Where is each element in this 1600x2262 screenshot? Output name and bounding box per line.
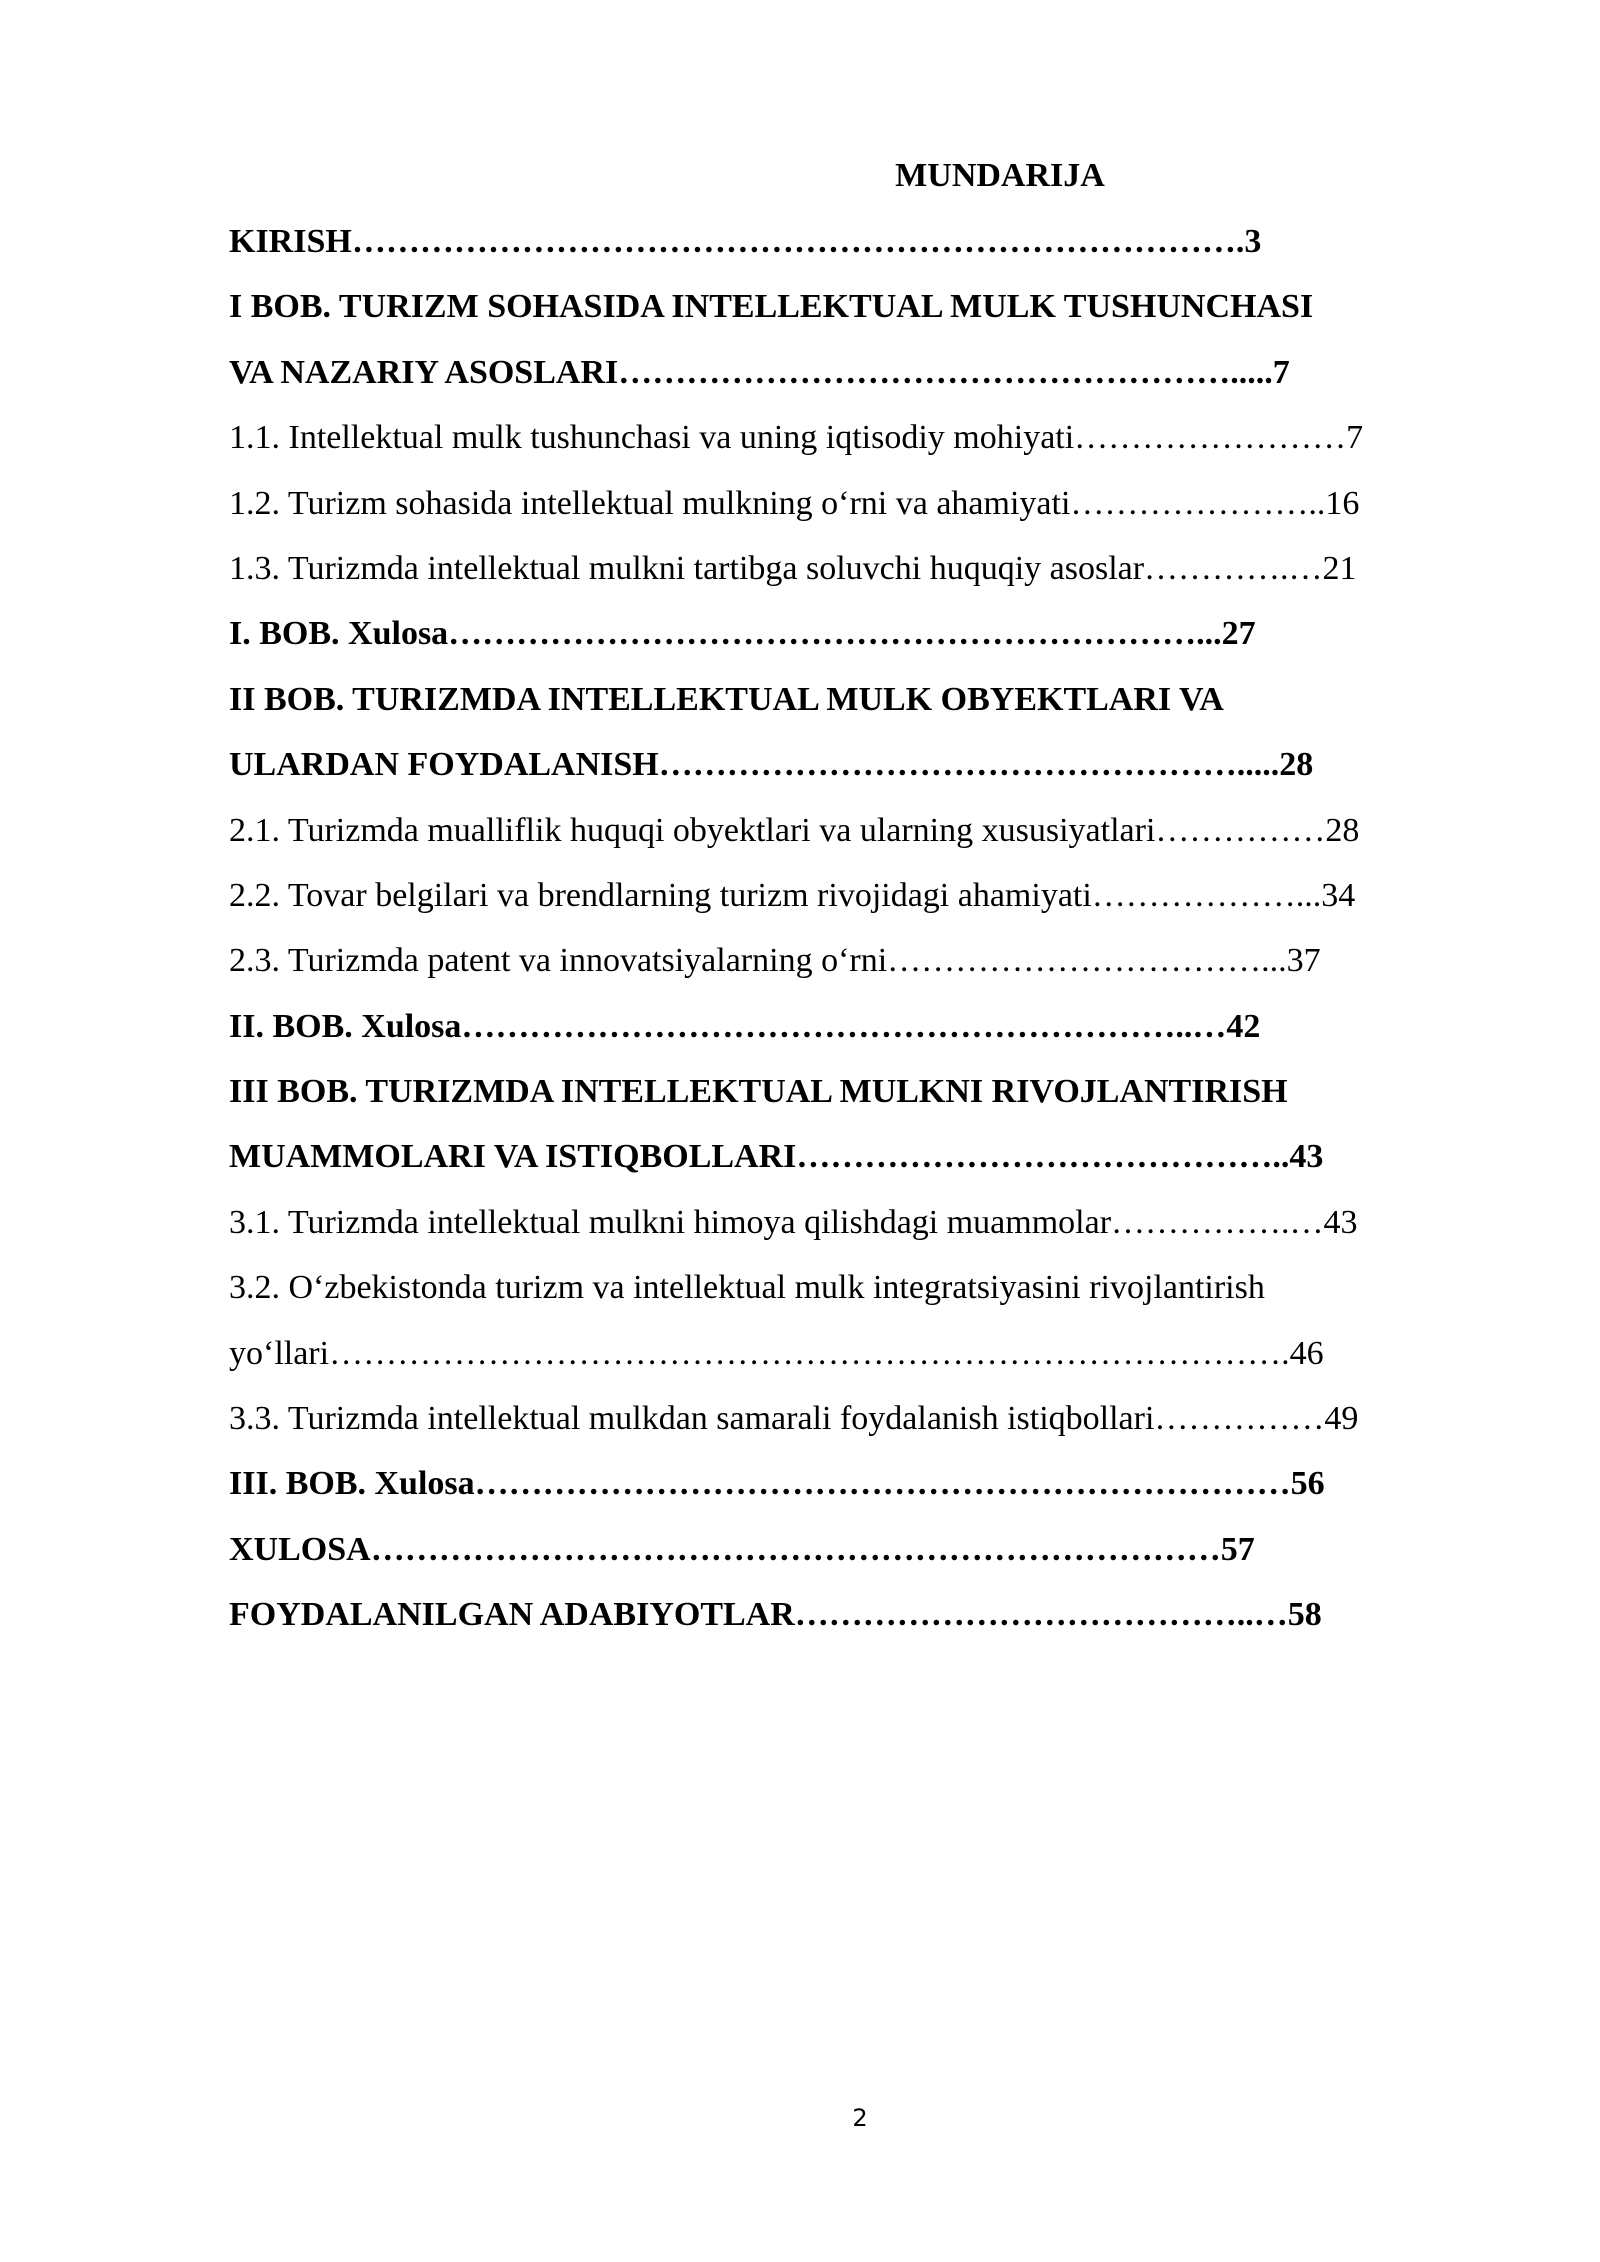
toc-line-chapter-1-title: I BOB. TURIZM SOHASIDA INTELLEKTUAL MULK TUSHUNCHASI — [229, 288, 1314, 326]
toc-line-section-2-1: 2.1. Turizmda mualliflik huquqi obyektlari va ularning xususiyatlari……………28 — [229, 811, 1360, 849]
toc-line-chapter-3-title: III BOB. TURIZMDA INTELLEKTUAL MULKNI RIVOJLANTIRISH — [229, 1073, 1288, 1111]
toc-line-section-1-3: 1.3. Turizmda intellektual mulkni tartibga soluvchi huquqiy asoslar………….…21 — [229, 549, 1357, 587]
toc-line-section-1-2: 1.2. Turizm sohasida intellektual mulkning o‘rni va ahamiyati…………………..16 — [229, 484, 1360, 522]
toc-line-chapter-3-conclusion: III. BOB. Xulosa………………………………………………………………56 — [229, 1465, 1325, 1503]
table-of-contents — [229, 214, 1489, 1653]
toc-line-chapter-2-title: II BOB. TURIZMDA INTELLEKTUAL MULK OBYEKTLARI VA — [229, 680, 1224, 718]
toc-line-chapter-2-conclusion: II. BOB. Xulosa………………………………………………………..…42 — [229, 1007, 1261, 1045]
toc-line-section-3-2-cont: yo‘llari………………………………………………………………………….46 — [229, 1334, 1324, 1372]
toc-line-kirish: KIRISH…………………………………………………………………….3 — [229, 223, 1262, 260]
toc-line-section-2-3: 2.3. Turizmda patent va innovatsiyalarning o‘rni……………………………...37 — [229, 942, 1321, 980]
toc-title: MUNDARIJA — [895, 157, 1105, 194]
toc-line-references: FOYDALANILGAN ADABIYOTLAR…………………………………..…58 — [229, 1596, 1322, 1634]
toc-line-chapter-1-title-cont: VA NAZARIY ASOSLARI……………………………………………….....7 — [229, 353, 1290, 391]
toc-line-section-3-3: 3.3. Turizmda intellektual mulkdan samarali foydalanish istiqbollari……………49 — [229, 1400, 1359, 1438]
toc-line-chapter-3-title-cont: MUAMMOLARI VA ISTIQBOLLARI……………………………………..43 — [229, 1138, 1324, 1176]
toc-line-section-2-2: 2.2. Tovar belgilari va brendlarning turizm rivojidagi ahamiyati………………...34 — [229, 876, 1356, 914]
toc-line-section-3-1: 3.1. Turizmda intellektual mulkni himoya qilishdagi muammolar…………….…43 — [229, 1203, 1358, 1241]
toc-line-section-1-1: 1.1. Intellektual mulk tushunchasi va uning iqtisodiy mohiyati……………………7 — [229, 419, 1364, 457]
toc-line-section-3-2: 3.2. O‘zbekistonda turizm va intellektual mulk integratsiyasini rivojlantirish — [229, 1269, 1265, 1307]
page-number: 2 — [852, 2104, 868, 2132]
toc-line-chapter-2-title-cont: ULARDAN FOYDALANISH…………………………………………….....28 — [229, 746, 1314, 784]
toc-line-xulosa: XULOSA…………………………………………………………………57 — [229, 1530, 1255, 1568]
toc-line-chapter-1-conclusion: I. BOB. Xulosa…………………………………………………………...27 — [229, 615, 1256, 653]
